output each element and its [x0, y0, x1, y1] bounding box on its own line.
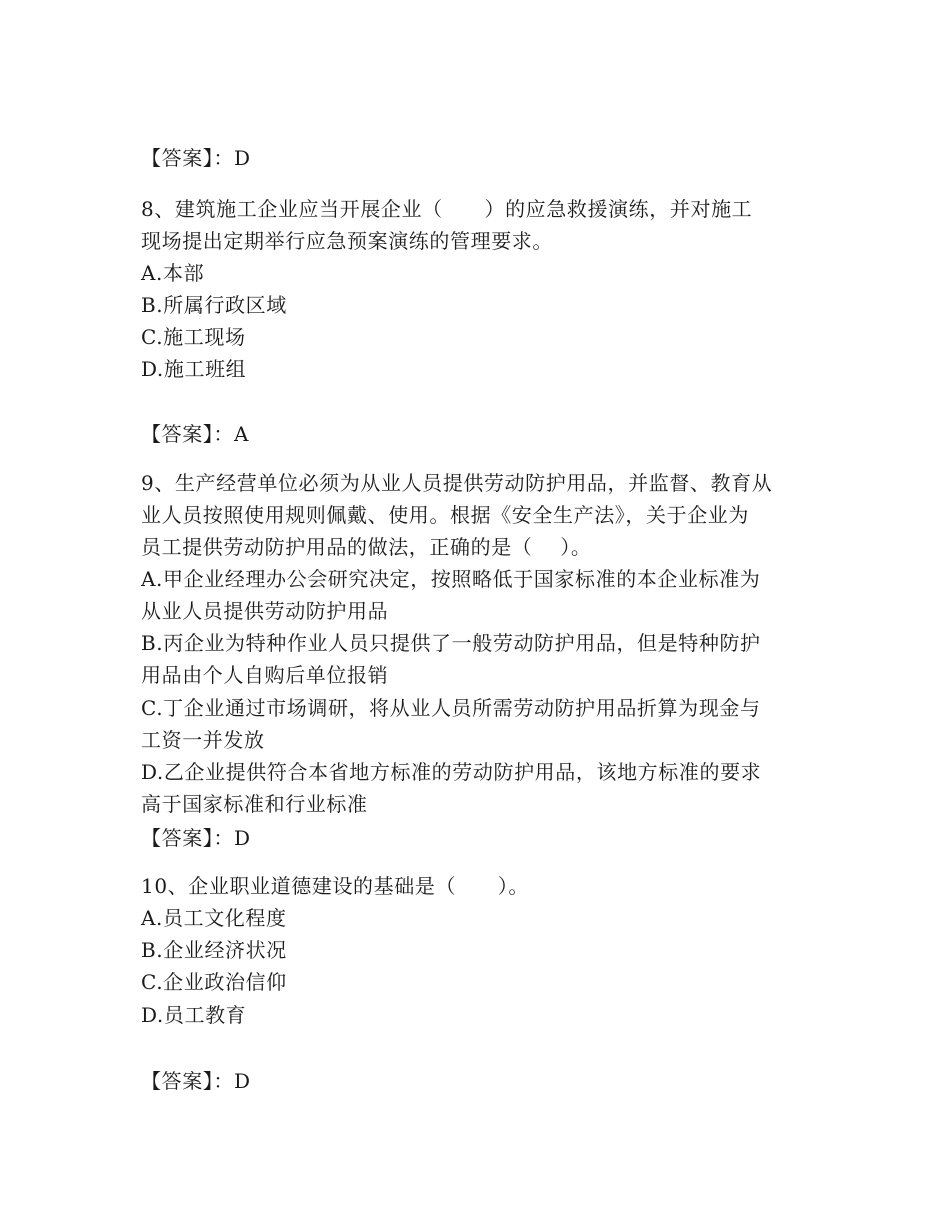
question-9-option-a-line-1: A.甲企业经理办公会研究决定，按照略低于国家标准的本企业标准为 [141, 567, 761, 591]
question-9-option-d-line-1: D.乙企业提供符合本省地方标准的劳动防护用品，该地方标准的要求 [141, 760, 762, 784]
question-9-option-b-line-1: B.丙企业为特种作业人员只提供了一般劳动防护用品，但是特种防护 [141, 631, 761, 655]
question-8-option-d: D.施工班组 [141, 357, 247, 381]
answer-q9: 【答案】：D [141, 826, 251, 850]
question-8-line-2: 现场提出定期举行应急预案演练的管理要求。 [141, 229, 553, 253]
question-10-line-1: 10、企业职业道德建设的基础是（ ）。 [141, 874, 529, 898]
question-8-line-1: 8、建筑施工企业应当开展企业（ ）的应急救援演练，并对施工 [141, 197, 753, 221]
question-9-option-d-line-2: 高于国家标准和行业标准 [141, 792, 368, 816]
question-8-option-a: A.本部 [141, 261, 205, 285]
question-10-option-b: B.企业经济状况 [141, 938, 287, 962]
answer-q8: 【答案】：A [141, 422, 250, 446]
question-10-option-d: D.员工教育 [141, 1003, 247, 1027]
question-9-option-a-line-2: 从业人员提供劳动防护用品 [141, 599, 389, 623]
question-9-option-c-line-2: 工资一并发放 [141, 728, 265, 752]
question-9-line-1: 9、生产经营单位必须为从业人员提供劳动防护用品，并监督、教育从 [141, 471, 773, 495]
question-9-line-2: 业人员按照使用规则佩戴、使用。根据《安全生产法》，关于企业为 [141, 503, 749, 527]
question-9-option-b-line-2: 用品由个人自购后单位报销 [141, 663, 389, 687]
question-10-option-a: A.员工文化程度 [141, 906, 287, 930]
question-8-option-b: B.所属行政区域 [141, 293, 287, 317]
question-8-option-c: C.施工现场 [141, 325, 246, 349]
question-10-option-c: C.企业政治信仰 [141, 970, 287, 994]
question-9-option-c-line-1: C.丁企业通过市场调研，将从业人员所需劳动防护用品折算为现金与 [141, 696, 761, 720]
answer-q7: 【答案】：D [141, 146, 251, 170]
question-9-line-3: 员工提供劳动防护用品的做法，正确的是（ ）。 [141, 535, 592, 559]
answer-q10: 【答案】：D [141, 1069, 251, 1093]
